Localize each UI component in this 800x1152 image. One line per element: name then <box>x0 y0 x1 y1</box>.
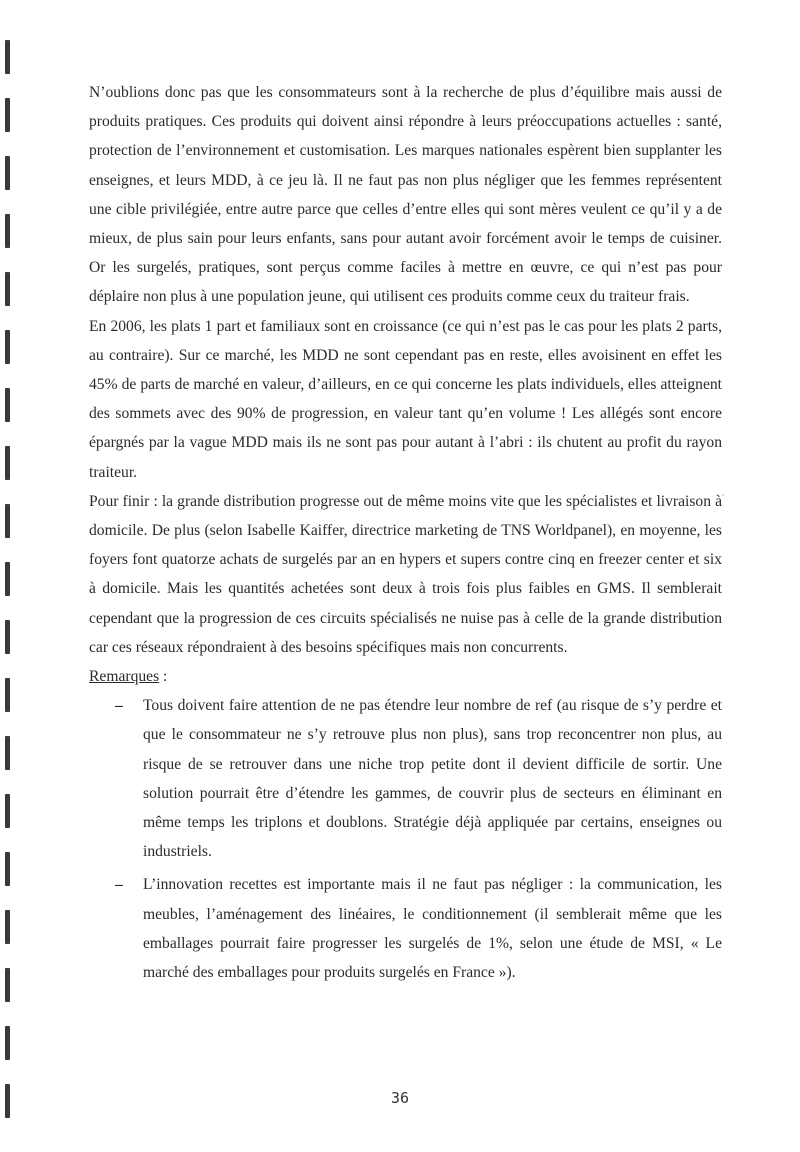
binder-hole <box>5 214 10 248</box>
binder-hole <box>5 1026 10 1060</box>
binder-hole <box>5 446 10 480</box>
paragraph-2006-market: En 2006, les plats 1 part et familiaux sont en croissance (ce qui n’est pas le cas pour les plats 2 parts, au contraire). Sur ce marché, les MDD ne sont cependant pas en reste, elles avoisinent en effet les 45% de parts de marché en valeur, d’ailleurs, en ce qui concerne les plats individuels, elles atteignent des sommets avec des 90% de progression, en valeur tant qu’en volume ! Les allégés sont encore épargnés par la vague MDD mais ils ne sont pas pour autant à l’abri : ils chutent au profit du rayon traiteur. <box>89 317 722 481</box>
binder-holes <box>5 0 15 1152</box>
paragraph-distribution: Pour finir : la grande distribution progresse out de même moins vite que les spécialistes et livraison à domicile. De plus (selon Isabelle Kaiffer, directrice marketing de TNS Worldpanel), en moyenne, les foyers font quatorze achats de surgelés par an en hypers et supers contre cinq en freezer center et six à domicile. Mais les quantités achetées sont deux à trois fois plus faibles en GMS. Il semblerait cependant que la progression de ces circuits spécialisés ne nuise pas à celle de la grande distribution car ces réseaux répondraient à des besoins spécifiques mais non concurrents. <box>89 492 722 656</box>
binder-hole <box>5 794 10 828</box>
paragraph-consumers: N’oublions donc pas que les consommateurs sont à la recherche de plus d’équilibre mais aussi de produits pratiques. Ces produits qui doivent ainsi répondre à leurs préoccupations actuelles : santé, protection de l’environnement et customisation. Les marques nationales espèrent bien supplanter les enseignes, et leurs MDD, à ce jeu là. Il ne faut pas non plus négliger que les femmes représentent une cible privilégiée, entre autre parce que celles d’entre elles qui sont mères veulent ce qu’il y a de mieux, de plus sain pour leurs enfants, sans pour autant avoir forcément avoir le temps de cuisiner. Or les surgelés, pratiques, sont perçus comme faciles à mettre en œuvre, ce qui n’est pas pour déplaire non plus à une population jeune, qui utilisent ces produits comme ceux du traiteur frais. <box>89 84 722 306</box>
binder-hole <box>5 504 10 538</box>
list-item <box>89 691 722 866</box>
binder-hole <box>5 40 10 74</box>
binder-hole <box>5 910 10 944</box>
page-number: 36 <box>390 1089 410 1107</box>
binder-hole <box>5 852 10 886</box>
binder-hole <box>5 736 10 770</box>
remarks-list <box>89 691 722 987</box>
list-item <box>89 870 722 987</box>
binder-hole <box>5 98 10 132</box>
binder-hole <box>5 272 10 306</box>
dash-bullet-icon: – <box>115 697 123 715</box>
remark-text: Tous doivent faire attention de ne pas étendre leur nombre de ref (au risque de s’y perdre et que le consommateur ne s’y retrouve plus non plus), sans trop reconcentrer non plus, au risque de se retrouver dans une niche trop petite dont il devient difficile de sortir. Une solution pourrait être d’étendre les gammes, de couvrir plus de secteurs en éliminant en même temps les triplons et doublons. Stratégie déjà appliquée par certains, enseignes ou industriels. <box>143 697 722 861</box>
binder-hole <box>5 968 10 1002</box>
document-page <box>89 78 722 991</box>
binder-hole <box>5 388 10 422</box>
binder-hole <box>5 620 10 654</box>
binder-hole <box>5 562 10 596</box>
binder-hole <box>5 330 10 364</box>
binder-hole <box>5 678 10 712</box>
remarks-label: Remarques <box>89 668 160 686</box>
remark-text: L’innovation recettes est importante mais il ne faut pas négliger : la communication, les meubles, l’aménagement des linéaires, le conditionnement (il semblerait même que les emballages pourrait faire progresser les surgelés de 1%, selon une étude de MSI, « Le marché des emballages pour produits surgelés en France »). <box>143 876 722 982</box>
remarks-heading <box>89 662 722 691</box>
scan-speck <box>722 494 724 496</box>
binder-hole <box>5 156 10 190</box>
remarks-label-suffix: : <box>159 668 168 686</box>
dash-bullet-icon: – <box>115 876 123 894</box>
